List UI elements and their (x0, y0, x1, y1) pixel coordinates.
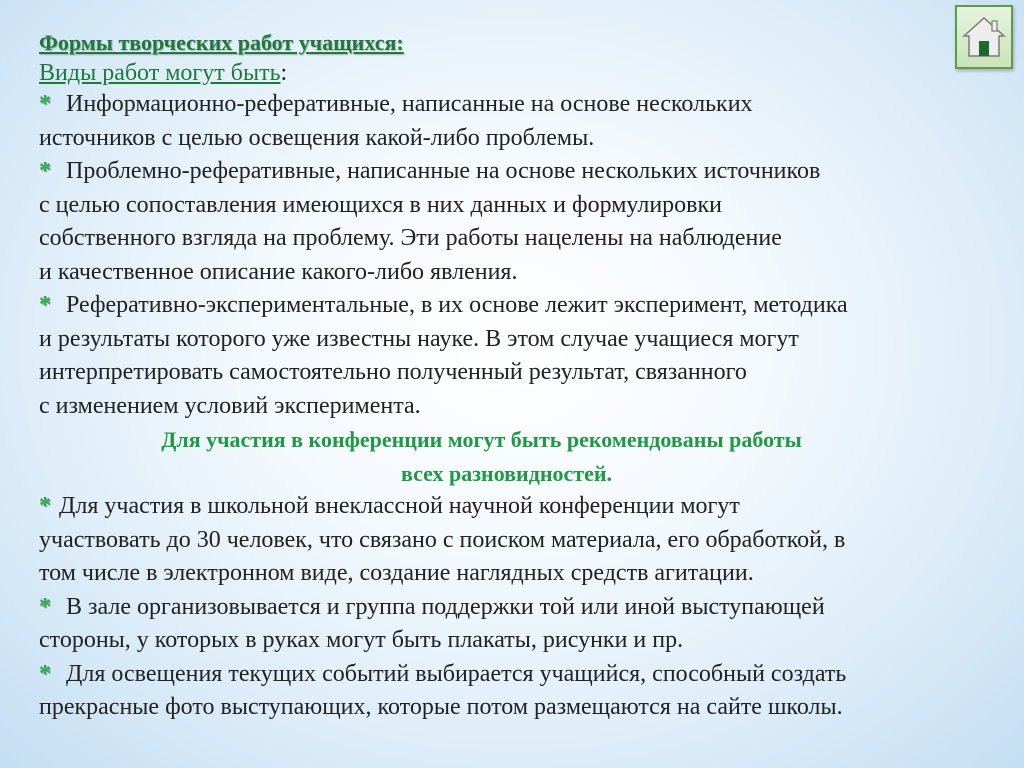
list-item (39, 88, 1004, 122)
subheading (39, 58, 1004, 88)
slide-content (39, 28, 1004, 725)
list-item (39, 591, 1004, 625)
text-line: с целью сопоставления имеющихся в них данных и формулировки (39, 191, 723, 218)
asterisk-bullet-icon: * (39, 660, 51, 687)
asterisk-bullet-icon: * (39, 493, 51, 519)
text-line: Информационно-реферативные, написанные на основе нескольких (66, 91, 753, 117)
subheading-text: Виды работ могут быть (39, 60, 281, 86)
highlight-note: всех разновидностей. (400, 460, 613, 486)
list-item (39, 490, 1004, 524)
text-line: собственного взгляда на проблему. Эти работы нацелены на наблюдение (39, 225, 782, 251)
text-line: с изменением условий эксперимента. (39, 392, 421, 419)
asterisk-bullet-icon: * (39, 91, 51, 117)
slide-heading: Формы творческих работ учащихся: (39, 30, 404, 55)
text-line: источников с целью освещения какой-либо проблемы. (39, 124, 595, 151)
text-line: и качественное описание какого-либо явления. (39, 258, 518, 285)
asterisk-bullet-icon: * (39, 593, 51, 620)
asterisk-bullet-icon: * (39, 292, 51, 318)
text-line: прекрасные фото выступающих, которые потом размещаются на сайте школы. (39, 694, 843, 720)
highlight-note: Для участия в конференции могут быть рекомендованы работы (161, 427, 802, 452)
subheading-colon: : (280, 60, 288, 86)
asterisk-bullet-icon: * (39, 158, 51, 184)
text-line: Для освещения текущих событий выбирается учащийся, способный создать (66, 660, 847, 687)
text-line: и результаты которого уже известны науке. В этом случае учащиеся могут (39, 325, 799, 352)
text-line: участвовать до 30 человек, что связано с поиском материала, его обработкой, в (39, 526, 846, 553)
list-item (39, 658, 1004, 692)
text-line: том числе в электронном виде, создание наглядных средств агитации. (39, 560, 754, 586)
text-line: Проблемно-реферативные, написанные на основе нескольких источников (66, 158, 821, 184)
text-line: Для участия в школьной внеклассной научной конференции могут (59, 493, 740, 519)
text-line: В зале организовывается и группа поддержки той или иной выступающей (66, 593, 825, 620)
text-line: Реферативно-экспериментальные, в их основе лежит эксперимент, методика (66, 292, 848, 318)
list-item (39, 155, 1004, 189)
text-line: интерпретировать самостоятельно полученный результат, связанного (39, 359, 747, 385)
text-line: стороны, у которых в руках могут быть плакаты, рисунки и пр. (39, 627, 684, 653)
list-item (39, 289, 1004, 323)
